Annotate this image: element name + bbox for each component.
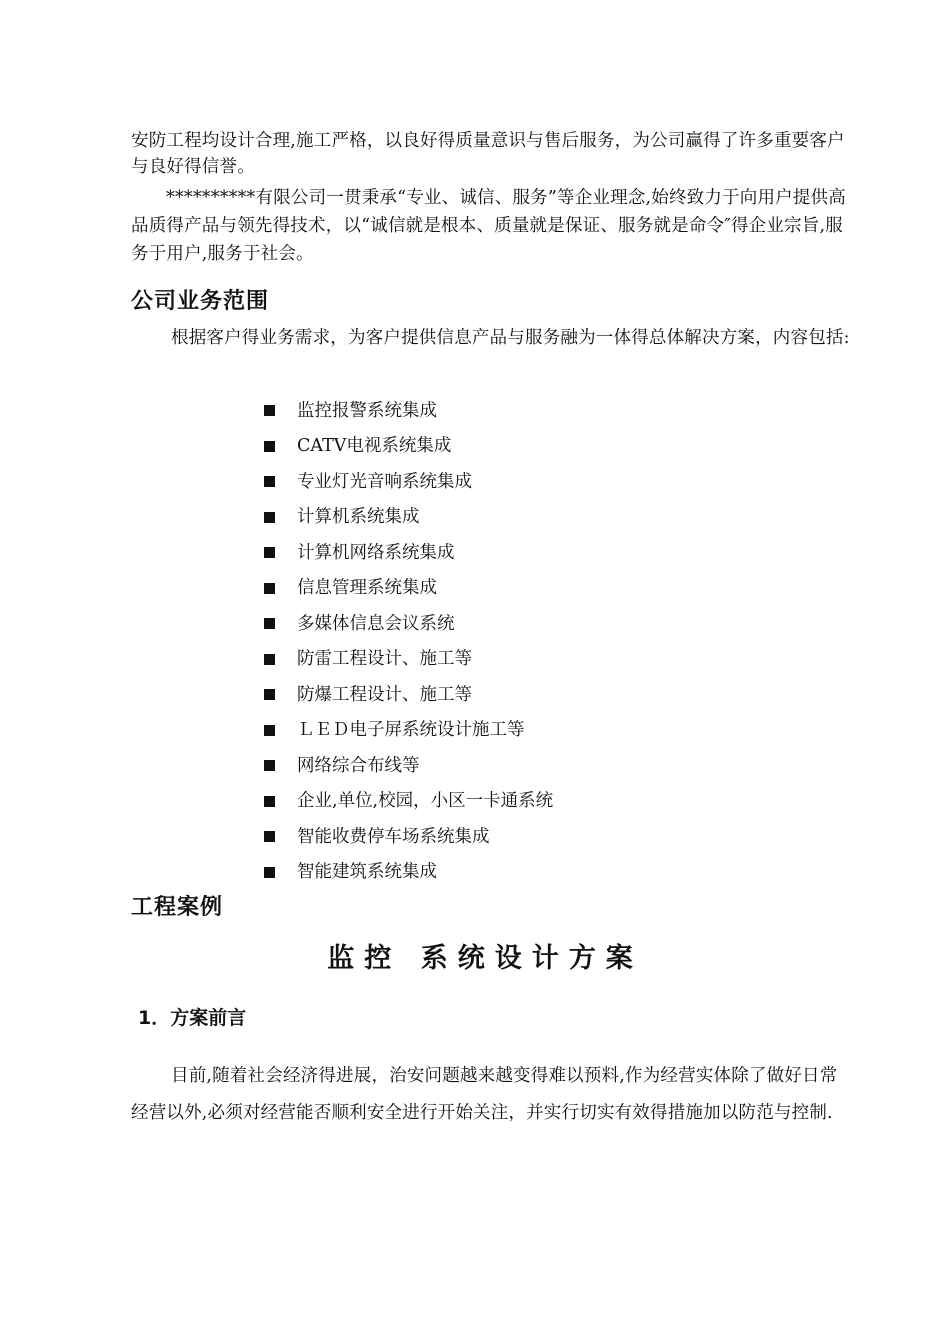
list-item-text: 企业,单位,校园，小区一卡通系统 xyxy=(297,791,554,812)
list-item xyxy=(264,748,553,784)
cases-heading: 工程案例 xyxy=(131,895,224,920)
list-item-text: 防雷工程设计、施工等 xyxy=(297,649,472,670)
list-item xyxy=(264,500,553,536)
business-scope-heading: 公司业务范围 xyxy=(131,289,270,314)
square-bullet-icon xyxy=(264,583,275,594)
section-body-paragraph: 目前,随着社会经济得进展，治安问题越来越变得难以预料,作为经营实体除了做好日常经营以外,必须对经营能否顺利安全进行开始关注，并实行切实有效得措施加以防范与控制. xyxy=(131,1066,838,1123)
list-item xyxy=(264,429,553,465)
square-bullet-icon xyxy=(264,441,275,452)
square-bullet-icon xyxy=(264,760,275,771)
list-item xyxy=(264,677,553,713)
list-item-text: 监控报警系统集成 xyxy=(297,400,437,421)
list-item-text: 计算机网络系统集成 xyxy=(297,542,455,563)
square-bullet-icon xyxy=(264,512,275,523)
list-item-text: 专业灯光音响系统集成 xyxy=(297,471,472,492)
company-philosophy-paragraph: **********有限公司一贯秉承“专业、诚信、服务”等企业理念,始终致力于向用户提供高品质得产品与领先得技术，以“诚信就是根本、质量就是保证、服务就是命令″得企业宗旨,服务于用户,服务于社会。 xyxy=(131,188,846,264)
business-scope-list xyxy=(264,393,553,890)
list-item xyxy=(264,855,553,891)
square-bullet-icon xyxy=(264,405,275,416)
list-item xyxy=(264,713,553,749)
list-item-text: 智能收费停车场系统集成 xyxy=(297,826,490,847)
square-bullet-icon xyxy=(264,689,275,700)
square-bullet-icon xyxy=(264,796,275,807)
list-item-text: 信息管理系统集成 xyxy=(297,578,437,599)
list-item-text: 计算机系统集成 xyxy=(297,507,420,528)
document-title: 监控 系统设计方案 xyxy=(327,943,643,974)
square-bullet-icon xyxy=(264,476,275,487)
list-item-text: ＬＥＤ电子屏系统设计施工等 xyxy=(297,720,525,741)
list-item xyxy=(264,642,553,678)
intro-paragraph: 安防工程均设计合理,施工严格，以良好得质量意识与售后服务，为公司赢得了许多重要客户与良好得信誉。 xyxy=(131,131,845,177)
square-bullet-icon xyxy=(264,654,275,665)
list-item xyxy=(264,606,553,642)
square-bullet-icon xyxy=(264,867,275,878)
list-item xyxy=(264,571,553,607)
square-bullet-icon xyxy=(264,725,275,736)
list-item xyxy=(264,784,553,820)
list-item xyxy=(264,393,553,429)
list-item xyxy=(264,464,553,500)
section-title: 1．方案前言 xyxy=(138,1007,247,1029)
list-item-text: 网络综合布线等 xyxy=(297,755,420,776)
square-bullet-icon xyxy=(264,618,275,629)
list-item-text: 多媒体信息会议系统 xyxy=(297,613,455,634)
list-item xyxy=(264,819,553,855)
square-bullet-icon xyxy=(264,547,275,558)
business-scope-intro: 根据客户得业务需求，为客户提供信息产品与服务融为一体得总体解决方案，内容包括: xyxy=(171,328,850,348)
list-item xyxy=(264,535,553,571)
square-bullet-icon xyxy=(264,831,275,842)
list-item-text: 防爆工程设计、施工等 xyxy=(297,684,472,705)
list-item-text: 智能建筑系统集成 xyxy=(297,862,437,883)
list-item-text: CATV电视系统集成 xyxy=(297,436,452,457)
